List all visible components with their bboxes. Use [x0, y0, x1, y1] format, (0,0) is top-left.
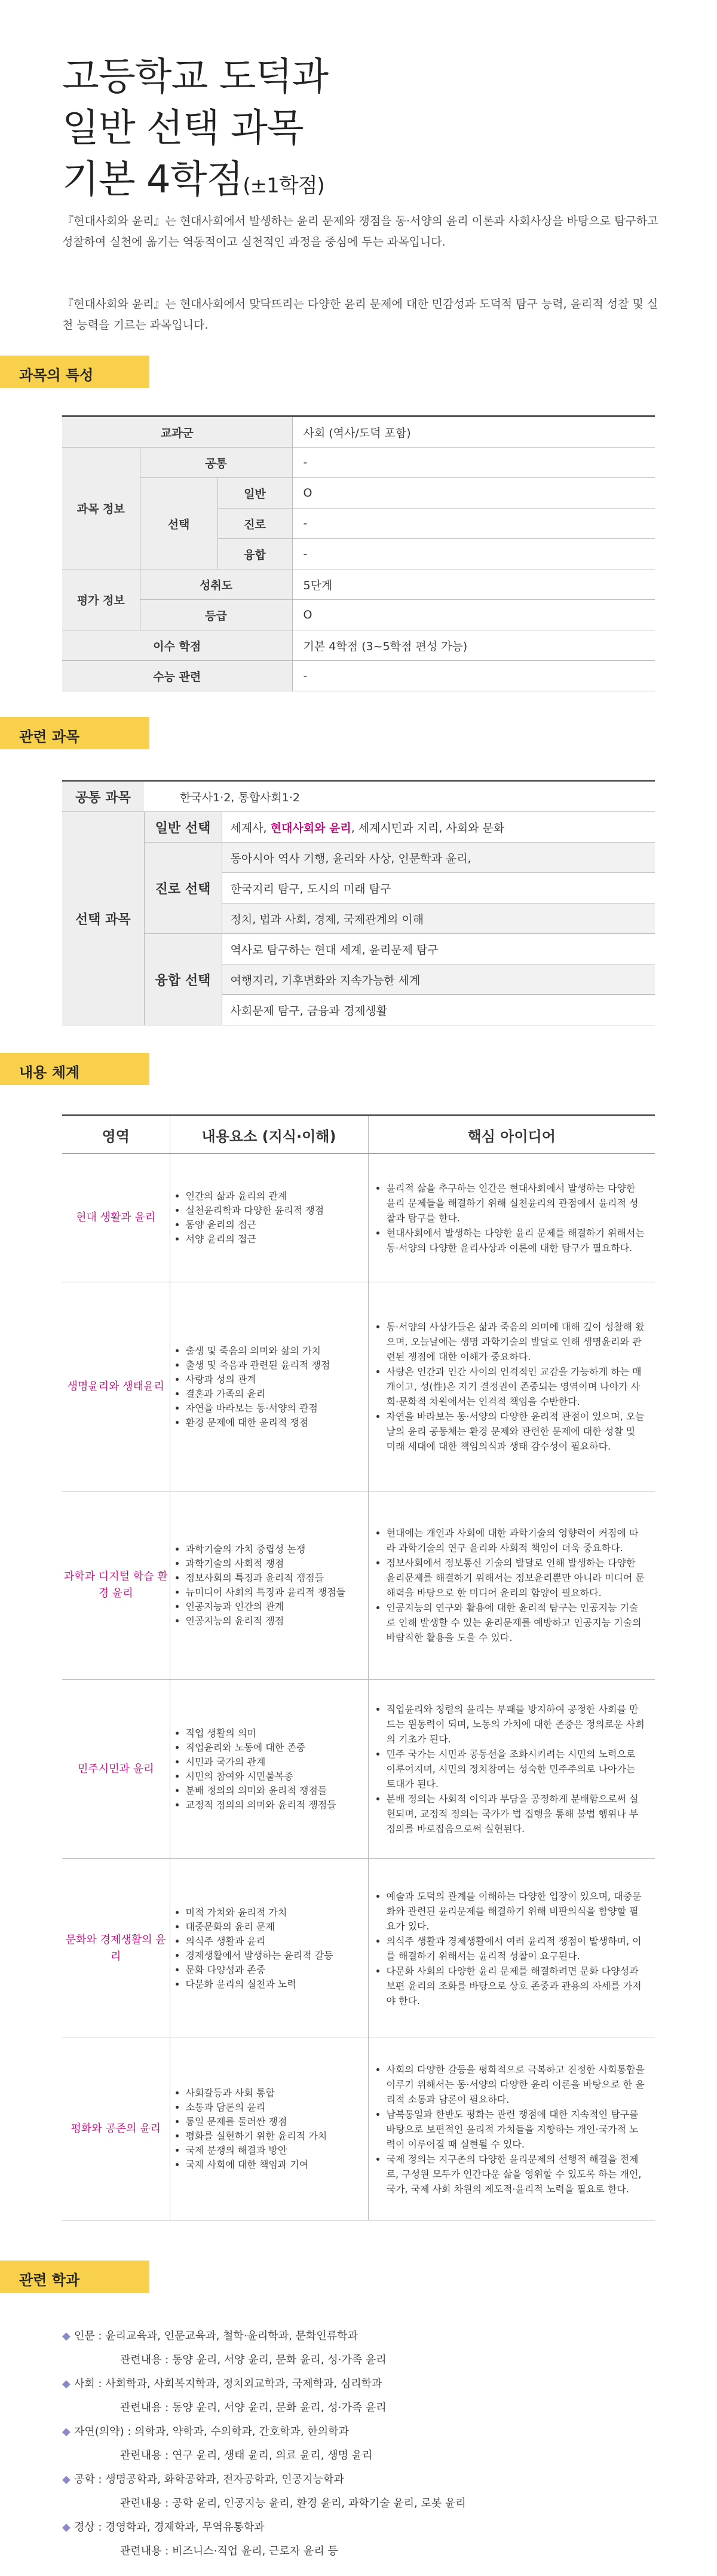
element-item: • 정보사회의 특징과 윤리적 쟁점들	[186, 1571, 367, 1585]
header-area: 영역	[62, 1116, 170, 1154]
general-select-label: 일반 선택	[144, 812, 222, 843]
idea-item: • 사회의 다양한 갈등을 평화적으로 극복하고 진정한 사회통합을 이루기 위해서는 동·서양의 다양한 윤리 이론을 바탕으로 한 윤리적 소통과 담론이 필요하다.	[387, 2062, 647, 2107]
table-row	[62, 600, 655, 630]
ideas-cell	[368, 1859, 655, 2038]
element-item: • 인공지능의 윤리적 쟁점	[186, 1614, 367, 1628]
department-related-content: 관련내용 : 연구 윤리, 생태 윤리, 의료 윤리, 생명 윤리	[120, 2449, 373, 2462]
department-item	[62, 2324, 660, 2348]
characteristics-table	[62, 415, 655, 691]
table-row	[62, 2038, 655, 2220]
section-characteristics-label: 과목의 특성	[19, 367, 94, 384]
achievement-value: 5단계	[292, 569, 655, 600]
related-subjects-table	[62, 780, 655, 1025]
department-list	[62, 2324, 660, 2563]
department-related-content: 관련내용 : 동양 윤리, 서양 윤리, 문화 윤리, 성·가족 윤리	[120, 2402, 387, 2414]
idea-item: • 다문화 사회의 다양한 윤리 문제를 해결하려면 문화 다양성과 보편 윤리의 조화를 바탕으로 상호 존중과 관용의 자세를 가져야 한다.	[387, 1964, 647, 2008]
career-value: -	[292, 509, 655, 539]
element-item: • 시민의 참여와 시민불복종	[186, 1769, 367, 1784]
idea-item: • 윤리적 삶을 추구하는 인간은 현대사회에서 발생하는 다양한 윤리 문제들을 해결하기 위해 실천윤리의 관점에서 윤리적 성찰과 탐구를 한다.	[387, 1181, 647, 1226]
area-cell: 현대 생활과 윤리	[62, 1154, 170, 1282]
element-item: • 통일 문제를 둘러싼 쟁점	[186, 2115, 367, 2129]
idea-item: • 국제 정의는 지구촌의 다양한 윤리문제의 선행적 해결을 전제로, 구성원 모두가 인간다운 삶을 영위할 수 있도록 하는 개인, 국가, 국제 사회 차원의 제도적·윤리적 노력을 필요로 한다.	[387, 2152, 647, 2197]
department-text: 사회 : 사회학과, 사회복지학과, 정치외교학과, 국제학과, 심리학과	[74, 2378, 382, 2390]
section-related-departments	[0, 2260, 149, 2293]
common-label: 공통	[140, 448, 292, 478]
element-item: • 사회갈등과 사회 통합	[186, 2086, 367, 2100]
table-row	[62, 1859, 655, 2038]
general-select-before: 세계사,	[230, 821, 271, 835]
career-select-value: 동아시아 역사 기행, 윤리와 사상, 인문학과 윤리,	[222, 843, 655, 873]
element-item: • 실천윤리학과 다양한 윤리적 쟁점	[186, 1203, 367, 1218]
element-item: • 평화를 실현하기 위한 윤리적 가치	[186, 2129, 367, 2143]
section-related-subjects	[0, 717, 149, 749]
ideas-cell	[368, 1680, 655, 1859]
element-item: • 문화 다양성과 존중	[186, 1963, 367, 1977]
general-label: 일반	[217, 478, 292, 509]
table-row	[62, 630, 655, 661]
idea-item: • 동·서양의 사상가들은 삶과 죽음의 의미에 대해 깊이 성찰해 왔으며, 오늘날에는 생명 과학기술의 발달로 인해 생명윤리와 관련된 쟁점에 대한 이해가 중요하다.	[387, 1319, 647, 1364]
idea-item: • 남북통일과 한반도 평화는 관련 쟁점에 대한 지속적인 탐구를 바탕으로 보편적인 윤리적 가치들을 지향하는 개인·국가적 노력이 이루어질 때 실현될 수 있다.	[387, 2107, 647, 2152]
table-row	[62, 478, 655, 509]
element-item: • 의식주 생활과 윤리	[186, 1934, 367, 1949]
table-row	[62, 843, 655, 873]
credit-label: 이수 학점	[62, 630, 292, 661]
element-item: • 미적 가치와 윤리적 가치	[186, 1906, 367, 1920]
element-item: • 국제 사회에 대한 책임과 기여	[186, 2158, 367, 2172]
element-item: • 직업 생활의 의미	[186, 1726, 367, 1741]
idea-item: • 예술과 도덕의 관계를 이해하는 다양한 입장이 있으며, 대중문화와 관련된 윤리문제를 해결하기 위해 비판의식을 함양할 필요가 있다.	[387, 1889, 647, 1934]
fusion-label: 융합	[217, 539, 292, 569]
element-item: • 소통과 담론의 윤리	[186, 2100, 367, 2115]
credit-value: 기본 4학점 (3~5학점 편성 가능)	[292, 630, 655, 661]
section-content-system-label: 내용 체계	[19, 1064, 80, 1081]
element-item: • 인공지능과 인간의 관계	[186, 1600, 367, 1614]
element-item: • 자연을 바라보는 동·서양의 관점	[186, 1401, 367, 1416]
element-item: • 과학기술의 사회적 쟁점	[186, 1557, 367, 1571]
ideas-cell	[368, 1154, 655, 1282]
sat-value: -	[292, 661, 655, 691]
grade-label: 등급	[140, 600, 292, 630]
intro-paragraph-1: 『현대사회와 윤리』는 현대사회에서 발생하는 윤리 문제와 쟁점을 동·서양의 윤리 이론과 사회사상을 바탕으로 탐구하고 성찰하여 실천에 옮기는 역동적이고 실천적인 과정을 중심에 두는 과목입니다.	[62, 215, 658, 249]
general-select-after: , 세계시민과 지리, 사회와 문화	[351, 821, 505, 835]
department-item	[62, 2420, 660, 2444]
ideas-cell	[368, 2038, 655, 2220]
ideas-cell	[368, 1491, 655, 1680]
title-credits-range: (±1학점)	[243, 174, 324, 198]
department-related-content: 관련내용 : 공학 윤리, 인공지능 윤리, 환경 윤리, 과학기술 윤리, 로봇 윤리	[120, 2497, 466, 2510]
department-text: 경상 : 경영학과, 경제학과, 무역유통학과	[74, 2521, 265, 2534]
fusion-value: -	[292, 539, 655, 569]
section-characteristics	[0, 356, 149, 388]
common-value: -	[292, 448, 655, 478]
area-cell: 평화와 공존의 윤리	[62, 2038, 170, 2220]
diamond-bullet-icon: ◆	[62, 2473, 71, 2486]
fusion-select-value: 역사로 탐구하는 현대 세계, 윤리문제 탐구	[222, 934, 655, 964]
table-row	[62, 1282, 655, 1491]
area-cell: 생명윤리와 생태윤리	[62, 1282, 170, 1491]
table-row	[62, 1680, 655, 1859]
table-row	[62, 781, 655, 812]
general-value: O	[292, 478, 655, 509]
element-item: • 인간의 삶과 윤리의 관계	[186, 1189, 367, 1203]
elements-cell	[170, 2038, 368, 2220]
department-text: 자연(의약) : 의학과, 약학과, 수의학과, 간호학과, 한의학과	[74, 2425, 349, 2438]
table-row	[62, 934, 655, 964]
fusion-select-value: 여행지리, 기후변화와 지속가능한 세계	[222, 964, 655, 995]
common-subject-value: 한국사1·2, 통합사회1·2	[144, 781, 655, 812]
elements-cell	[170, 1859, 368, 2038]
career-select-label: 진로 선택	[144, 843, 222, 934]
diamond-bullet-icon: ◆	[62, 2521, 71, 2534]
section-related-subjects-label: 관련 과목	[19, 728, 80, 745]
element-item: • 과학기술의 가치 중립성 논쟁	[186, 1542, 367, 1557]
element-item: • 교정적 정의의 의미와 윤리적 쟁점들	[186, 1798, 367, 1812]
element-item: • 뉴미디어 사회의 특징과 윤리적 쟁점들	[186, 1585, 367, 1600]
eval-label: 평가 정보	[62, 569, 140, 630]
diamond-bullet-icon: ◆	[62, 2330, 71, 2342]
area-cell: 민주시민과 윤리	[62, 1680, 170, 1859]
department-related-content: 관련내용 : 비즈니스·직업 윤리, 근로자 윤리 등	[120, 2545, 338, 2557]
idea-item: • 자연을 바라보는 동·서양의 다양한 윤리적 관점이 있으며, 오늘날의 윤리 공동체는 환경 문제와 관련한 문제에 대한 성찰 및 미래 세대에 대한 책임의식과 생태 감수성이 필요하다.	[387, 1409, 647, 1454]
department-item	[62, 2468, 660, 2492]
content-system-table	[62, 1114, 655, 2220]
area-cell: 과학과 디지털 학습 환경 윤리	[62, 1491, 170, 1680]
table-row	[62, 416, 655, 448]
element-item: • 출생 및 죽음과 관련된 윤리적 쟁점	[186, 1358, 367, 1373]
achievement-label: 성취도	[140, 569, 292, 600]
title-line-1: 고등학교 도덕과	[62, 55, 329, 99]
idea-item: • 인공지능의 연구와 활용에 대한 윤리적 탐구는 인공지능 기술로 인해 발생할 수 있는 윤리문제를 예방하고 인공지능 기술의 바람직한 활용을 도울 수 있다.	[387, 1600, 647, 1645]
idea-item: • 분배 정의는 사회적 이익과 부담을 공정하게 분배함으로써 실현되며, 교정적 정의는 국가가 법 집행을 통해 불법 행위나 부정의를 바로잡음으로써 실현된다.	[387, 1791, 647, 1836]
element-item: • 경제생활에서 발생하는 윤리적 갈등	[186, 1949, 367, 1963]
table-row	[62, 448, 655, 478]
element-item: • 결혼과 가족의 윤리	[186, 1387, 367, 1401]
grade-value: O	[292, 600, 655, 630]
elements-cell	[170, 1154, 368, 1282]
table-row	[62, 812, 655, 843]
general-select-highlight: 현대사회와 윤리	[270, 821, 351, 835]
info-label: 과목 정보	[62, 448, 140, 569]
element-item: • 서양 윤리의 접근	[186, 1232, 367, 1246]
sat-label: 수능 관련	[62, 661, 292, 691]
title-line-2: 일반 선택 과목	[62, 106, 304, 151]
header-elements: 내용요소 (지식·이해)	[170, 1116, 368, 1154]
element-item: • 사랑과 성의 관계	[186, 1373, 367, 1387]
diamond-bullet-icon: ◆	[62, 2425, 71, 2438]
idea-item: • 의식주 생활과 경제생활에서 여러 윤리적 쟁점이 발생하며, 이를 해결하기 위해서는 윤리적 성찰이 요구된다.	[387, 1934, 647, 1964]
idea-item: • 현대에는 개인과 사회에 대한 과학기술의 영향력이 커짐에 따라 과학기술의 연구 윤리와 사회적 책임이 더욱 중요하다.	[387, 1526, 647, 1555]
idea-item: • 정보사회에서 정보통신 기술의 발달로 인해 발생하는 다양한 윤리문제를 해결하기 위해서는 정보윤리뿐만 아니라 미디어 문해력을 바탕으로 한 미디어 윤리의 함양이 필요하다.	[387, 1555, 647, 1600]
elements-cell	[170, 1680, 368, 1859]
table-row	[62, 661, 655, 691]
header-ideas: 핵심 아이디어	[368, 1116, 655, 1154]
elements-cell	[170, 1282, 368, 1491]
table-row	[62, 1491, 655, 1680]
department-related-content: 관련내용 : 동양 윤리, 서양 윤리, 문화 윤리, 성·가족 윤리	[120, 2354, 387, 2366]
element-item: • 환경 문제에 대한 윤리적 쟁점	[186, 1416, 367, 1430]
department-text: 인문 : 윤리교육과, 인문교육과, 철학·윤리학과, 문화인류학과	[74, 2330, 358, 2342]
area-cell: 문화와 경제생활의 윤리	[62, 1859, 170, 2038]
fusion-select-label: 융합 선택	[144, 934, 222, 1025]
element-item: • 대중문화의 윤리 문제	[186, 1920, 367, 1934]
title-line-3	[62, 154, 328, 212]
career-select-value: 정치, 법과 사회, 경제, 국제관계의 이해	[222, 903, 655, 934]
element-item: • 분배 정의의 의미와 윤리적 쟁점들	[186, 1784, 367, 1798]
ideas-cell	[368, 1282, 655, 1491]
common-subject-label: 공통 과목	[62, 781, 144, 812]
section-content-system	[0, 1053, 149, 1085]
idea-item: • 사랑은 인간과 인간 사이의 인격적인 교감을 가능하게 하는 매개이고, 성(性)은 자기 결정권이 존중되는 영역이며 나아가 사회·문화적 차원에서는 인격적 책임을 수반한다.	[387, 1364, 647, 1409]
idea-item: • 민주 국가는 시민과 공동선을 조화시키려는 시민의 노력으로 이루어지며, 시민의 정치참여는 성숙한 민주주의로 나아가는 토대가 된다.	[387, 1747, 647, 1791]
element-item: • 국제 분쟁의 해결과 방안	[186, 2143, 367, 2158]
title-credits: 기본 4학점	[62, 158, 243, 202]
group-value: 사회 (역사/도덕 포함)	[292, 416, 655, 448]
table-row	[62, 1154, 655, 1282]
element-item: • 출생 및 죽음의 의미와 삶의 가치	[186, 1344, 367, 1358]
elements-cell	[170, 1491, 368, 1680]
group-label: 교과군	[62, 416, 292, 448]
career-select-value: 한국지리 탐구, 도시의 미래 탐구	[222, 873, 655, 903]
element-item: • 직업윤리와 노동에 대한 존중	[186, 1741, 367, 1755]
idea-item: • 현대사회에서 발생하는 다양한 윤리 문제를 해결하기 위해서는 동·서양의 다양한 윤리사상과 이론에 대한 탐구가 필요하다.	[387, 1226, 647, 1255]
element-item: • 동양 윤리의 접근	[186, 1218, 367, 1232]
idea-item: • 직업윤리와 청렴의 윤리는 부패를 방지하여 공정한 사회를 만드는 원동력이 되며, 노동의 가치에 대한 존중은 정의로운 사회의 기초가 된다.	[387, 1702, 647, 1747]
element-item: • 시민과 국가의 관계	[186, 1755, 367, 1769]
content-system-body	[62, 1154, 655, 2220]
table-row	[62, 569, 655, 600]
element-item: • 다문화 윤리의 실천과 노력	[186, 1977, 367, 1992]
intro-paragraph-2: 『현대사회와 윤리』는 현대사회에서 맞닥뜨리는 다양한 윤리 문제에 대한 민감성과 도덕적 탐구 능력, 윤리적 성찰 및 실천 능력을 기르는 과목입니다.	[62, 298, 658, 332]
select-subject-label: 선택 과목	[62, 812, 144, 1025]
table-header-row	[62, 1116, 655, 1154]
general-select-value	[222, 812, 655, 843]
fusion-select-value: 사회문제 탐구, 금융과 경제생활	[222, 995, 655, 1025]
department-item	[62, 2516, 660, 2540]
career-label: 진로	[217, 509, 292, 539]
select-label: 선택	[140, 478, 217, 569]
department-item	[62, 2372, 660, 2396]
diamond-bullet-icon: ◆	[62, 2378, 71, 2390]
section-related-departments-label: 관련 학과	[19, 2272, 80, 2289]
department-text: 공학 : 생명공학과, 화학공학과, 전자공학과, 인공지능학과	[74, 2473, 344, 2486]
page-title	[62, 51, 328, 212]
